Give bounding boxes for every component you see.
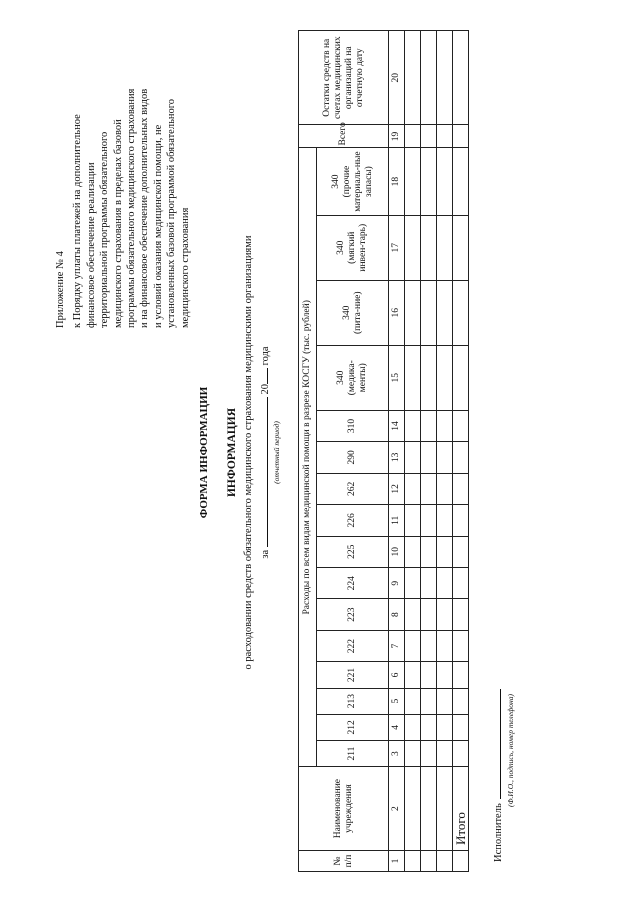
table-row <box>405 31 421 872</box>
appendix-line: территориальной программы обязательного <box>99 131 111 328</box>
column-number: 7 <box>389 630 405 661</box>
executor-note: (Ф.И.О., подпись, номер телефона) <box>506 694 515 807</box>
kosgu-code: 213 <box>317 688 389 714</box>
header-institution: Наименование учреждения <box>299 767 389 851</box>
total-label: Итого <box>453 767 469 851</box>
column-number: 19 <box>389 125 405 148</box>
form-title: ФОРМА ИНФОРМАЦИИ <box>198 386 210 519</box>
column-number: 5 <box>389 688 405 714</box>
period-note: (отчетный период) <box>272 421 281 484</box>
year-blank <box>257 368 268 384</box>
column-number: 13 <box>389 442 405 473</box>
kosgu-code: 262 <box>317 473 389 504</box>
executor-blank <box>490 689 501 799</box>
appendix-line: и условий оказания медицинской помощи, не <box>152 124 164 328</box>
header-balances: Остатки средств на счетах медицинских организаций на отчетную дату <box>299 31 389 125</box>
appendix-line: финансовое обеспечение реализации <box>85 162 97 328</box>
executor-line <box>490 689 504 862</box>
kosgu-code: 225 <box>317 536 389 567</box>
column-numbers-row <box>389 31 405 872</box>
column-number: 20 <box>389 31 405 125</box>
appendix-line: медицинского страхования в пределах базовой <box>112 119 124 328</box>
executor-label: Исполнитель <box>493 803 504 862</box>
document-title: ИНФОРМАЦИЯ <box>226 408 238 498</box>
column-number: 1 <box>389 851 405 872</box>
column-number: 12 <box>389 473 405 504</box>
kosgu-code: 212 <box>317 714 389 740</box>
header-expenses-group: Расходы по всем видам медицинской помощи в разрезе КОСГУ (тыс. рублей) <box>299 148 317 767</box>
header-total: Всего <box>299 125 389 148</box>
kosgu-340-other-supplies: 340 (прочие материаль-ные запасы) <box>317 148 389 215</box>
column-number: 6 <box>389 662 405 688</box>
appendix-block <box>54 28 192 328</box>
column-number: 9 <box>389 567 405 598</box>
appendix-title: Приложение № 4 <box>55 251 66 328</box>
kosgu-340-soft-inventory: 340 (мягкий инвен-тарь) <box>317 215 389 280</box>
appendix-line: программы обязательного медицинского страхования <box>126 88 138 328</box>
document-subtitle: о расходовании средств обязательного медицинского страхования медицинскими организациями <box>243 235 254 670</box>
table-row <box>437 31 453 872</box>
expenses-table <box>298 30 469 872</box>
kosgu-code: 290 <box>317 442 389 473</box>
kosgu-code: 223 <box>317 599 389 630</box>
kosgu-code: 310 <box>317 410 389 441</box>
appendix-line: к Порядку уплаты платежей на дополнительное <box>72 114 84 328</box>
column-number: 2 <box>389 767 405 851</box>
column-number: 11 <box>389 505 405 536</box>
kosgu-code: 211 <box>317 740 389 766</box>
appendix-line: медицинского страхования <box>179 207 191 328</box>
kosgu-code: 221 <box>317 662 389 688</box>
kosgu-header-row <box>317 31 389 872</box>
header-number: № п/п <box>299 851 389 872</box>
total-row <box>453 31 469 872</box>
column-number: 16 <box>389 280 405 345</box>
column-number: 18 <box>389 148 405 215</box>
column-number: 17 <box>389 215 405 280</box>
column-number: 14 <box>389 410 405 441</box>
period-prefix: за <box>260 549 271 559</box>
column-number: 3 <box>389 740 405 766</box>
period-year-prefix: 20 <box>260 384 271 395</box>
header-row <box>299 31 317 872</box>
period-suffix: года <box>260 346 271 366</box>
appendix-line: установленных базовой программой обязательного <box>166 98 178 328</box>
kosgu-code: 226 <box>317 505 389 536</box>
kosgu-code: 224 <box>317 567 389 598</box>
kosgu-code: 222 <box>317 630 389 661</box>
column-number: 10 <box>389 536 405 567</box>
column-number: 15 <box>389 345 405 410</box>
column-number: 8 <box>389 599 405 630</box>
kosgu-340-medicines: 340 (медика-менты) <box>317 345 389 410</box>
period-blank <box>257 397 268 547</box>
column-number: 4 <box>389 714 405 740</box>
kosgu-340-food: 340 (пита-ние) <box>317 280 389 345</box>
reporting-period-line <box>257 0 271 905</box>
table-row <box>421 31 437 872</box>
appendix-line: и на финансовое обеспечение дополнительных видов <box>139 88 151 328</box>
